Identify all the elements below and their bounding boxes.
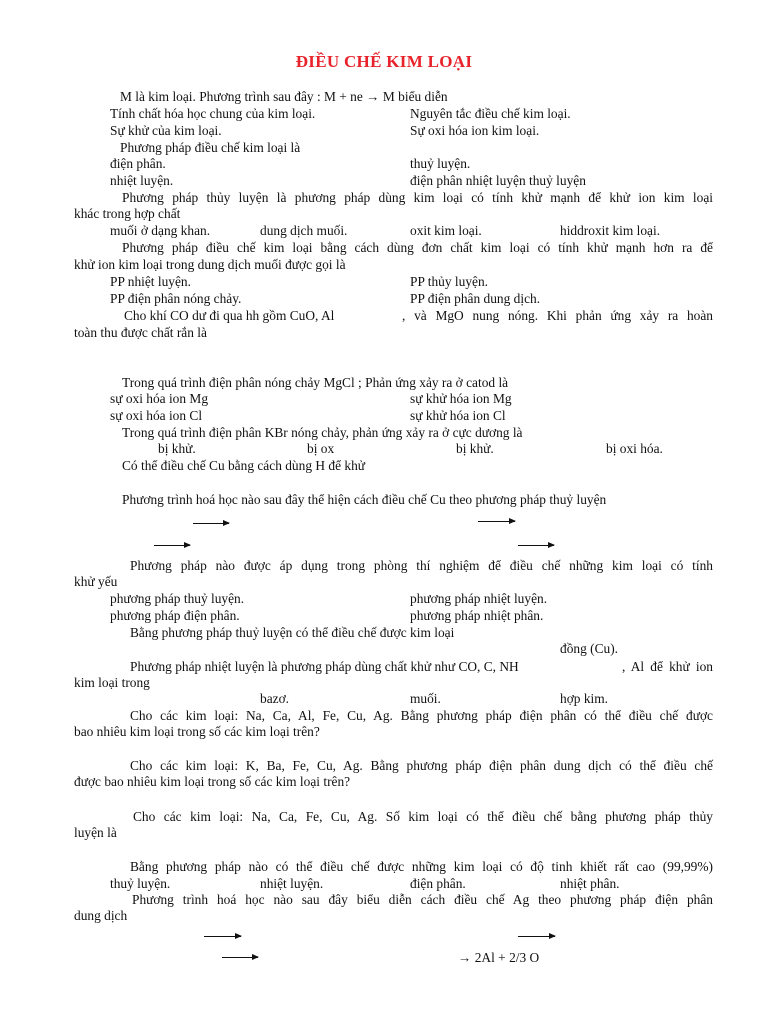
arrow-icon xyxy=(518,936,555,937)
text-line: phương pháp điện phân. xyxy=(110,608,240,623)
text-line: Sự oxi hóa ion kim loại. xyxy=(410,123,540,138)
text-line: Phương pháp nào được áp dụng trong phòng thí nghiệm để điều chế những kim loại có tính xyxy=(130,558,713,573)
text-line: khử yếu xyxy=(74,574,118,589)
text-line: dung dịch xyxy=(74,908,128,923)
text-line: , Al để khử ion xyxy=(622,659,713,674)
text-line: khử ion kim loại trong dung dịch muối được gọi là xyxy=(74,257,346,272)
text-line: M là kim loại. Phương trình sau đây : M + ne → M biểu diễn xyxy=(120,89,448,104)
text-line: Phương pháp thủy luyện là phương pháp dùng kim loại có tính khử mạnh để khử ion kim loại xyxy=(122,190,713,205)
text-line: bị khử. xyxy=(456,441,494,456)
text-line: toàn thu được chất rắn là xyxy=(74,325,207,340)
text-line: điện phân. xyxy=(410,876,466,891)
text-line: PP nhiệt luyện. xyxy=(110,274,191,289)
text-line: , và MgO nung nóng. Khi phản ứng xảy ra hoàn xyxy=(402,308,713,323)
text-line: Trong quá trình điện phân KBr nóng chảy, phản ứng xảy ra ở cực dương là xyxy=(122,425,523,440)
text-line: Cho khí CO dư đi qua hh gồm CuO, Al xyxy=(124,308,335,323)
arrow-icon xyxy=(478,521,515,522)
text-line: Cho các kim loại: K, Ba, Fe, Cu, Ag. Bằng phương pháp điện phân dung dịch có thể điều chế xyxy=(130,758,713,773)
text-line: đồng (Cu). xyxy=(560,641,619,656)
text-line: luyện là xyxy=(74,825,117,840)
text-line: Cho các kim loại: Na, Ca, Fe, Cu, Ag. Số kim loại có thể điều chế bằng phương pháp thủy xyxy=(133,809,713,824)
text-line: Trong quá trình điện phân nóng chảy MgCl ; Phản ứng xảy ra ở catod là xyxy=(122,375,509,390)
text-line: Cho các kim loại: Na, Ca, Al, Fe, Cu, Ag. Bằng phương pháp điện phân có thể điều chế được xyxy=(130,708,713,723)
text-line: Phương trình hoá học nào sau đây thể hiện cách điều chế Cu theo phương pháp thuỷ luyện xyxy=(122,492,607,507)
text-line: thuỷ luyện. xyxy=(110,876,171,891)
text-line: sự khử hóa ion Mg xyxy=(410,391,512,406)
arrow-icon xyxy=(518,545,554,546)
text-line: Tính chất hóa học chung của kim loại. xyxy=(110,106,316,121)
text-line: bazơ. xyxy=(260,691,290,706)
text-line: PP điện phân nóng chảy. xyxy=(110,291,242,306)
text-line: nhiệt luyện. xyxy=(110,173,174,188)
text-line: khác trong hợp chất xyxy=(74,206,181,221)
text-line: Phương pháp điều chế kim loại bằng cách dùng đơn chất kim loại có tính khử mạnh hơn ra để xyxy=(122,240,713,255)
page-title: ĐIỀU CHẾ KIM LOẠI xyxy=(295,52,473,71)
text-line: Nguyên tắc điều chế kim loại. xyxy=(410,106,571,121)
text-line: sự oxi hóa ion Cl xyxy=(110,408,203,423)
text-line: muối ở dạng khan. xyxy=(110,223,211,238)
text-line: Phương pháp nhiệt luyện là phương pháp dùng chất khử như CO, C, NH xyxy=(130,659,519,674)
text-line: Bằng phương pháp thuỷ luyện có thể điều chế được kim loại xyxy=(130,625,455,640)
text-line: được bao nhiêu kim loại trong số các kim loại trên? xyxy=(74,774,351,789)
text-line: PP thủy luyện. xyxy=(410,274,488,289)
arrow-icon xyxy=(222,957,258,958)
arrow-icon xyxy=(193,523,229,524)
text-line: phương pháp nhiệt phân. xyxy=(410,608,544,623)
text-line: dung dịch muối. xyxy=(260,223,348,238)
text-line: nhiệt phân. xyxy=(560,876,620,891)
text-line: phương pháp thuỷ luyện. xyxy=(110,591,245,606)
text-line: điện phân nhiệt luyện thuỷ luyện xyxy=(410,173,586,188)
text-line: điện phân. xyxy=(110,156,166,171)
text-line: PP điện phân dung dịch. xyxy=(410,291,541,306)
text-line: bao nhiêu kim loại trong số các kim loại trên? xyxy=(74,724,320,739)
text-line: Bằng phương pháp nào có thể điều chế được những kim loại có độ tinh khiết rất cao (99,99%) xyxy=(130,859,713,874)
text-line: sự oxi hóa ion Mg xyxy=(110,391,209,406)
text-line: muối. xyxy=(410,691,441,706)
text-line: nhiệt luyện. xyxy=(260,876,324,891)
text-line: hợp kim. xyxy=(560,691,608,706)
arrow-icon xyxy=(204,936,241,937)
text-line: bị oxi hóa. xyxy=(606,441,663,456)
text-line: Phương trình hoá học nào sau đây biểu diễn cách điều chế Ag theo phương pháp điện phân xyxy=(132,892,713,907)
text-line: phương pháp nhiệt luyện. xyxy=(410,591,548,606)
text-line: Phương pháp điều chế kim loại là xyxy=(120,140,301,155)
text-line: hiddroxit kim loại. xyxy=(560,223,661,238)
arrow-icon xyxy=(154,545,190,546)
text-line: Có thể điều chế Cu bằng cách dùng H để khử xyxy=(122,458,366,473)
text-line: thuỷ luyện. xyxy=(410,156,471,171)
text-line: bị ox xyxy=(307,441,335,456)
text-line: sự khử hóa ion Cl xyxy=(410,408,506,423)
text-line: kim loại trong xyxy=(74,675,150,690)
text-line: Sự khử của kim loại. xyxy=(110,123,222,138)
text-line: oxit kim loại. xyxy=(410,223,482,238)
text-line: → 2Al + 2/3 O xyxy=(458,950,540,965)
text-line: bị khử. xyxy=(158,441,196,456)
